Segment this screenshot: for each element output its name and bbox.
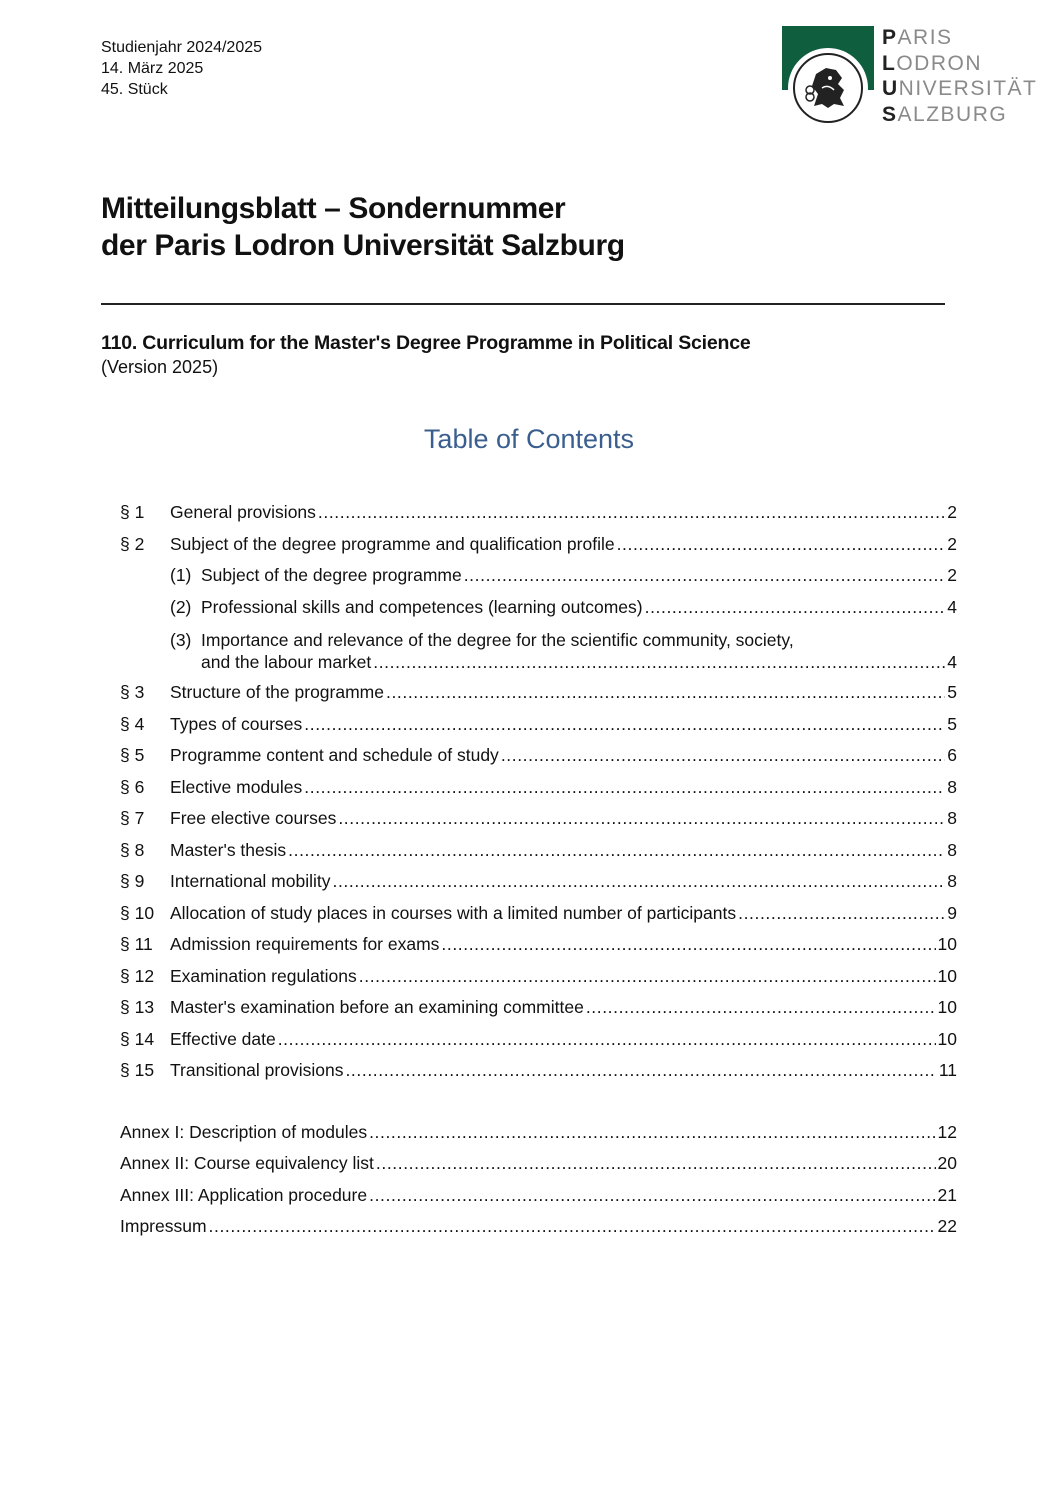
toc-annex-entry[interactable]: Annex III: Application procedure ..... 21 (120, 1180, 957, 1212)
issue-info (101, 37, 262, 100)
toc-entry[interactable]: § 8 Master's thesis ..... 8 (120, 835, 957, 867)
toc-subentry[interactable]: (2) Professional skills and competences (learning outcomes) ..... 4 (120, 592, 957, 624)
lion-seal-icon (793, 53, 863, 123)
table-of-contents (120, 497, 957, 1243)
page-title: Mitteilungsblatt – Sondernummer der Paris Lodron Universität Salzburg (101, 192, 625, 262)
university-logo (782, 26, 1042, 130)
toc-entry[interactable]: § 14 Effective date ..... 10 (120, 1024, 957, 1056)
academic-year: Studienjahr 2024/2025 (101, 39, 263, 56)
logo-seal (788, 48, 868, 128)
toc-entry[interactable]: § 7 Free elective courses ..... 8 (120, 803, 957, 835)
toc-annex-entry[interactable]: Annex I: Description of modules ..... 12 (120, 1117, 957, 1149)
toc-entry[interactable]: § 9 International mobility ..... 8 (120, 866, 957, 898)
issue-date: 14. März 2025 (101, 60, 204, 77)
toc-entry[interactable]: § 4 Types of courses ..... 5 (120, 709, 957, 741)
toc-entry[interactable]: § 11 Admission requirements for exams ..... 10 (120, 929, 957, 961)
toc-entry[interactable]: § 12 Examination regulations ..... 10 (120, 961, 957, 993)
version-label: (Version 2025) (101, 357, 219, 377)
toc-annex-entry[interactable]: Impressum ..... 22 (120, 1211, 957, 1243)
toc-entry[interactable]: § 3 Structure of the programme ..... 5 (120, 677, 957, 709)
toc-entry[interactable]: § 13 Master's examination before an examining committee ..... 10 (120, 992, 957, 1024)
toc-entry[interactable]: § 15 Transitional provisions ..... 11 (120, 1055, 957, 1087)
toc-entry[interactable]: § 10 Allocation of study places in courses with a limited number of participants ..... 9 (120, 898, 957, 930)
toc-subentry[interactable]: (3) Importance and relevance of the degree for the scientific community, society, and the labour market ..... 4 (120, 623, 957, 677)
toc-entry[interactable]: § 6 Elective modules ..... 8 (120, 772, 957, 804)
curriculum-heading: 110. Curriculum for the Master's Degree Programme in Political Science (101, 332, 751, 354)
logo-wordmark: PARIS LODRON UNIVERSITÄT SALZBURG (882, 26, 1038, 126)
toc-entry[interactable]: § 1 General provisions ..... 2 (120, 497, 957, 529)
toc-annex-entry[interactable]: Annex II: Course equivalency list ..... 20 (120, 1148, 957, 1180)
issue-number: 45. Stück (101, 81, 168, 98)
toc-entry[interactable]: § 2 Subject of the degree programme and qualification profile ..... 2 (120, 529, 957, 561)
toc-subentry[interactable]: (1) Subject of the degree programme ..... 2 (120, 560, 957, 592)
toc-spacer (120, 1087, 957, 1117)
toc-entry[interactable]: § 5 Programme content and schedule of study ..... 6 (120, 740, 957, 772)
title-divider (101, 303, 945, 305)
toc-heading: Table of Contents (423, 424, 635, 454)
document-subtitle (101, 331, 751, 379)
